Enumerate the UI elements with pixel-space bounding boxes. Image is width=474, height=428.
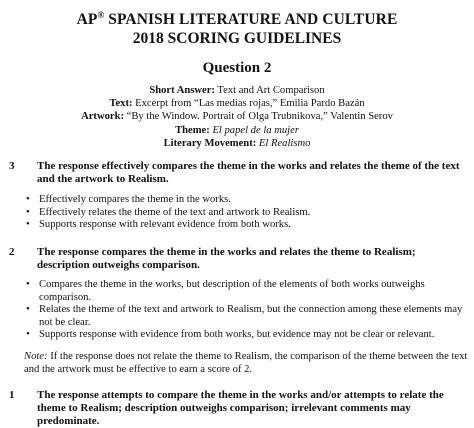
text-line: Text: Excerpt from “Las medias rojas,” Emilia Pardo Bazán bbox=[109, 98, 365, 110]
score-2-criteria-list bbox=[24, 279, 468, 342]
short-answer-line: Short Answer: Text and Art Comparison bbox=[149, 85, 325, 96]
document-subtitle: 2018 SCORING GUIDELINES bbox=[132, 30, 342, 47]
artwork-line: Artwork: “By the Window. Portrait of Olga Trubnikova,” Valentin Serov bbox=[81, 111, 393, 123]
score-3-description: The response effectively compares the theme in the works and relates the theme of the text and the artwork to Realism. bbox=[37, 160, 460, 185]
score-2-label: 2 bbox=[9, 246, 15, 258]
bullet-icon: • bbox=[26, 206, 30, 218]
list-item: • Supports response with evidence from both works, but evidence may not be clear or relevant. bbox=[26, 329, 435, 341]
question-heading: Question 2 bbox=[202, 60, 272, 76]
score-3-label: 3 bbox=[9, 160, 15, 172]
bullet-icon: • bbox=[26, 194, 30, 205]
bullet-icon: • bbox=[26, 219, 30, 231]
list-item: • Compares the theme in the works, but description of the elements of both works outweighs comparison. bbox=[26, 279, 425, 303]
score-1-label: 1 bbox=[9, 389, 15, 401]
movement-line: Literary Movement: El Realismo bbox=[163, 137, 311, 149]
document-title: AP® SPANISH LITERATURE AND CULTURE bbox=[76, 10, 398, 29]
score-2-description: The response compares the theme in the works and relates the theme to Realism; description outweighs comparison. bbox=[37, 246, 416, 271]
bullet-icon: • bbox=[26, 279, 30, 290]
scoring-note: Note: If the response does not relate the theme to Realism, the comparison of the theme between the text and the artwork must be effective to earn a score of 2. bbox=[24, 351, 468, 375]
list-item: • Supports response with relevant evidence from both works. bbox=[26, 219, 291, 231]
list-item: • Relates the theme of the text and artwork to Realism, but the connection among these elements may not be clear. bbox=[26, 304, 463, 328]
theme-line: Theme: El papel de la mujer bbox=[175, 124, 299, 136]
score-3-criteria-list bbox=[24, 194, 468, 232]
score-1-description: The response attempts to compare the theme in the works and/or attempts to relate the theme to Realism; description outweighs comparison; irrelevant comments may predominate. bbox=[37, 389, 444, 427]
question-metadata bbox=[0, 84, 474, 150]
list-item: • Effectively compares the theme in the works. bbox=[26, 194, 231, 205]
list-item: • Effectively relates the theme of the text and artwork to Realism. bbox=[26, 206, 311, 218]
bullet-icon: • bbox=[26, 329, 30, 341]
bullet-icon: • bbox=[26, 304, 30, 316]
